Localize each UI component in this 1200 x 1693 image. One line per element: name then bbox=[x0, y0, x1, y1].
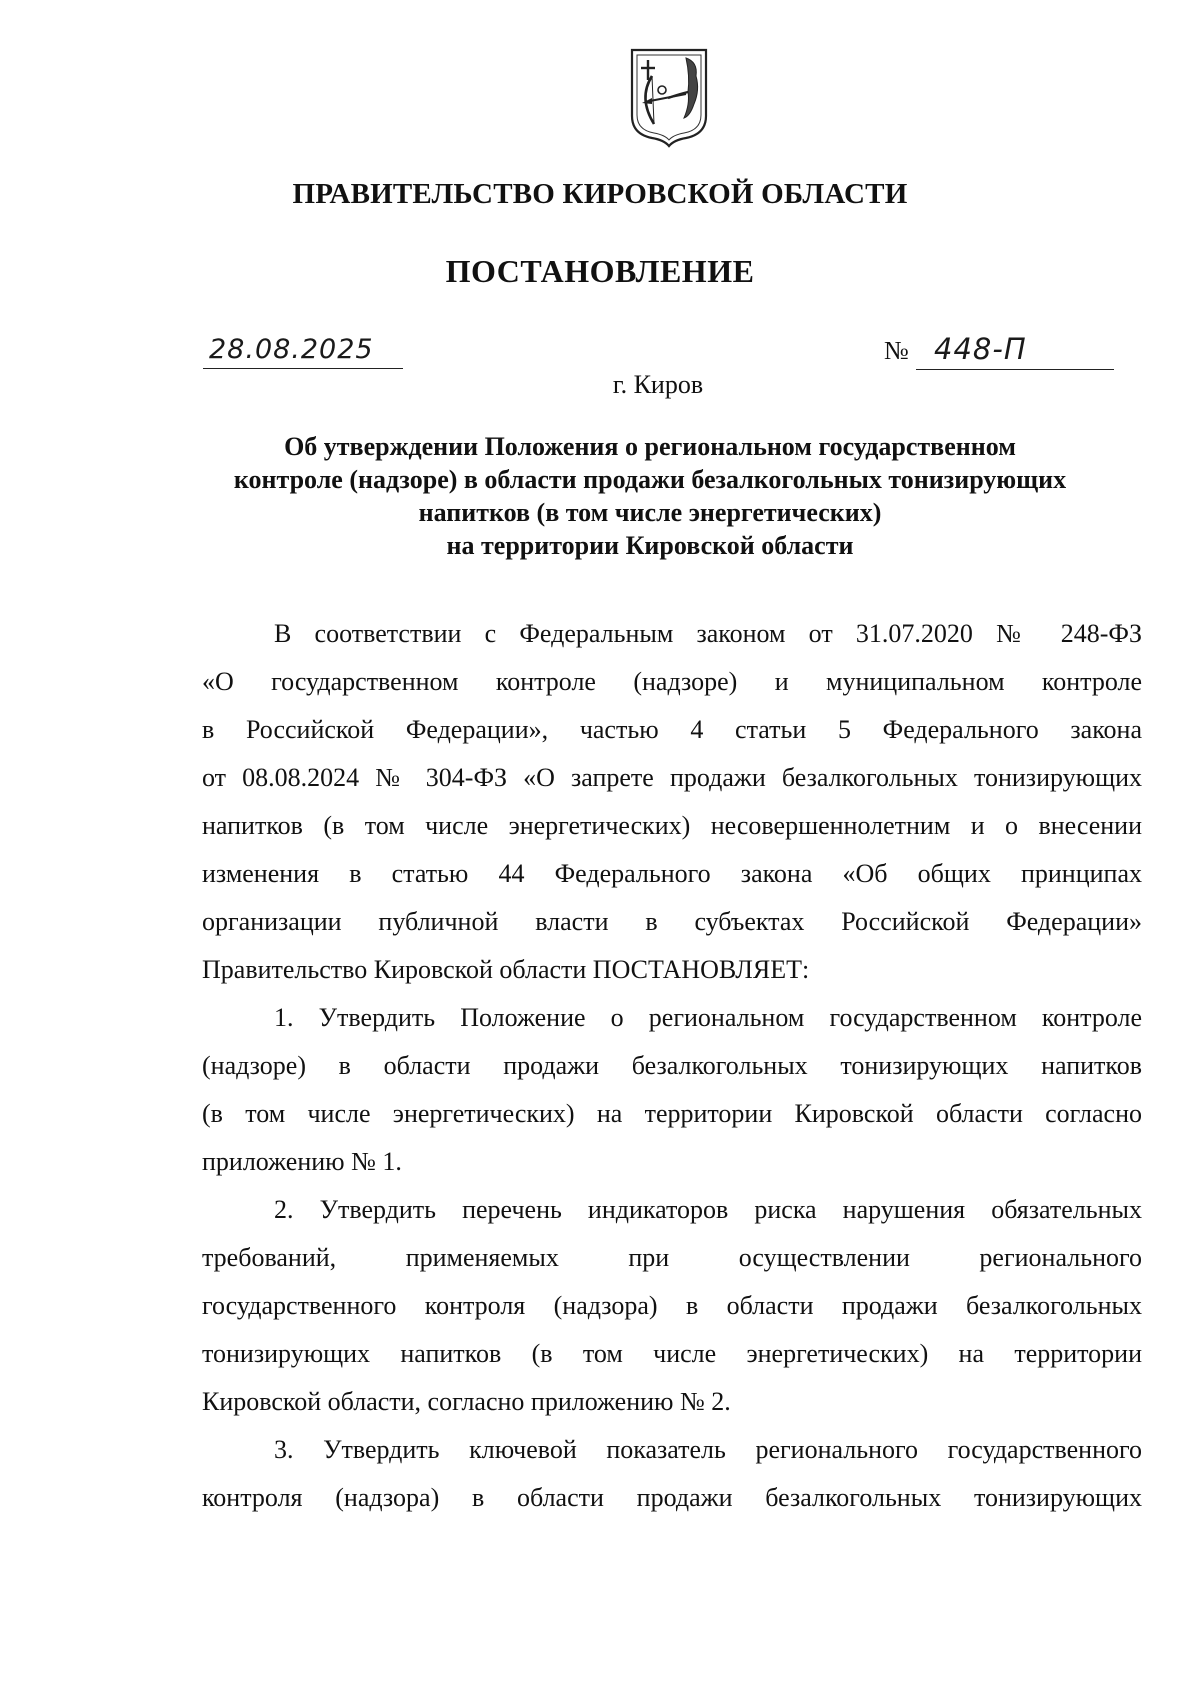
item-2-paragraph bbox=[202, 1186, 1142, 1426]
document-city: г. Киров bbox=[612, 370, 704, 399]
preamble-paragraph bbox=[202, 610, 1142, 994]
kirov-coat-of-arms-icon bbox=[628, 46, 710, 148]
subject-line: на территории Кировской области bbox=[446, 531, 854, 560]
document-body bbox=[202, 610, 1142, 1522]
body-line: от 08.08.2024 № 304-ФЗ «О запрете продажи безалкогольных тонизирующих bbox=[202, 763, 1142, 792]
document-date: 28.08.2025 bbox=[209, 334, 374, 365]
body-line: приложению № 1. bbox=[202, 1147, 402, 1176]
body-line: контроля (надзора) в области продажи безалкогольных тонизирующих bbox=[202, 1483, 1142, 1512]
subject-line: Об утверждении Положения о региональном государственном bbox=[284, 432, 1016, 461]
body-line: В соответствии с Федеральным законом от 31.07.2020 № 248-ФЗ bbox=[274, 619, 1142, 648]
subject-line: напитков (в том числе энергетических) bbox=[418, 498, 882, 527]
document-number-field bbox=[884, 332, 1114, 372]
body-line: 3. Утвердить ключевой показатель регионального государственного bbox=[274, 1435, 1142, 1464]
body-line: (в том числе энергетических) на территории Кировской области согласно bbox=[202, 1099, 1142, 1128]
body-line: в Российской Федерации», частью 4 статьи 5 Федерального закона bbox=[202, 715, 1142, 744]
document-subject bbox=[180, 430, 1120, 562]
body-line: «О государственном контроле (надзоре) и муниципальном контроле bbox=[202, 667, 1142, 696]
body-line: тонизирующих напитков (в том числе энергетических) на территории bbox=[202, 1339, 1142, 1368]
body-line: государственного контроля (надзора) в области продажи безалкогольных bbox=[202, 1291, 1142, 1320]
item-3-paragraph bbox=[202, 1426, 1142, 1522]
body-line: 1. Утвердить Положение о региональном государственном контроле bbox=[274, 1003, 1142, 1032]
document-date-field bbox=[203, 336, 403, 372]
item-1-paragraph bbox=[202, 994, 1142, 1186]
number-sign: № bbox=[884, 336, 909, 365]
document-type-title: ПОСТАНОВЛЕНИЕ bbox=[445, 253, 755, 289]
body-line: организации публичной власти в субъектах Российской Федерации» bbox=[202, 907, 1142, 936]
subject-line: контроле (надзоре) в области продажи безалкогольных тонизирующих bbox=[233, 465, 1067, 494]
body-line: требований, применяемых при осуществлении регионального bbox=[202, 1243, 1142, 1272]
body-line: Кировской области, согласно приложению № 2. bbox=[202, 1387, 731, 1416]
body-line: напитков (в том числе энергетических) несовершеннолетним и о внесении bbox=[202, 811, 1142, 840]
body-line: 2. Утвердить перечень индикаторов риска нарушения обязательных bbox=[274, 1195, 1142, 1224]
date-underline bbox=[203, 368, 403, 369]
body-line: (надзоре) в области продажи безалкогольных тонизирующих напитков bbox=[202, 1051, 1142, 1080]
organization-title: ПРАВИТЕЛЬСТВО КИРОВСКОЙ ОБЛАСТИ bbox=[292, 178, 908, 210]
body-line: изменения в статью 44 Федерального закона «Об общих принципах bbox=[202, 859, 1142, 888]
body-line: Правительство Кировской области ПОСТАНОВЛЯЕТ: bbox=[202, 955, 810, 984]
document-number: 448-П bbox=[934, 332, 1027, 366]
